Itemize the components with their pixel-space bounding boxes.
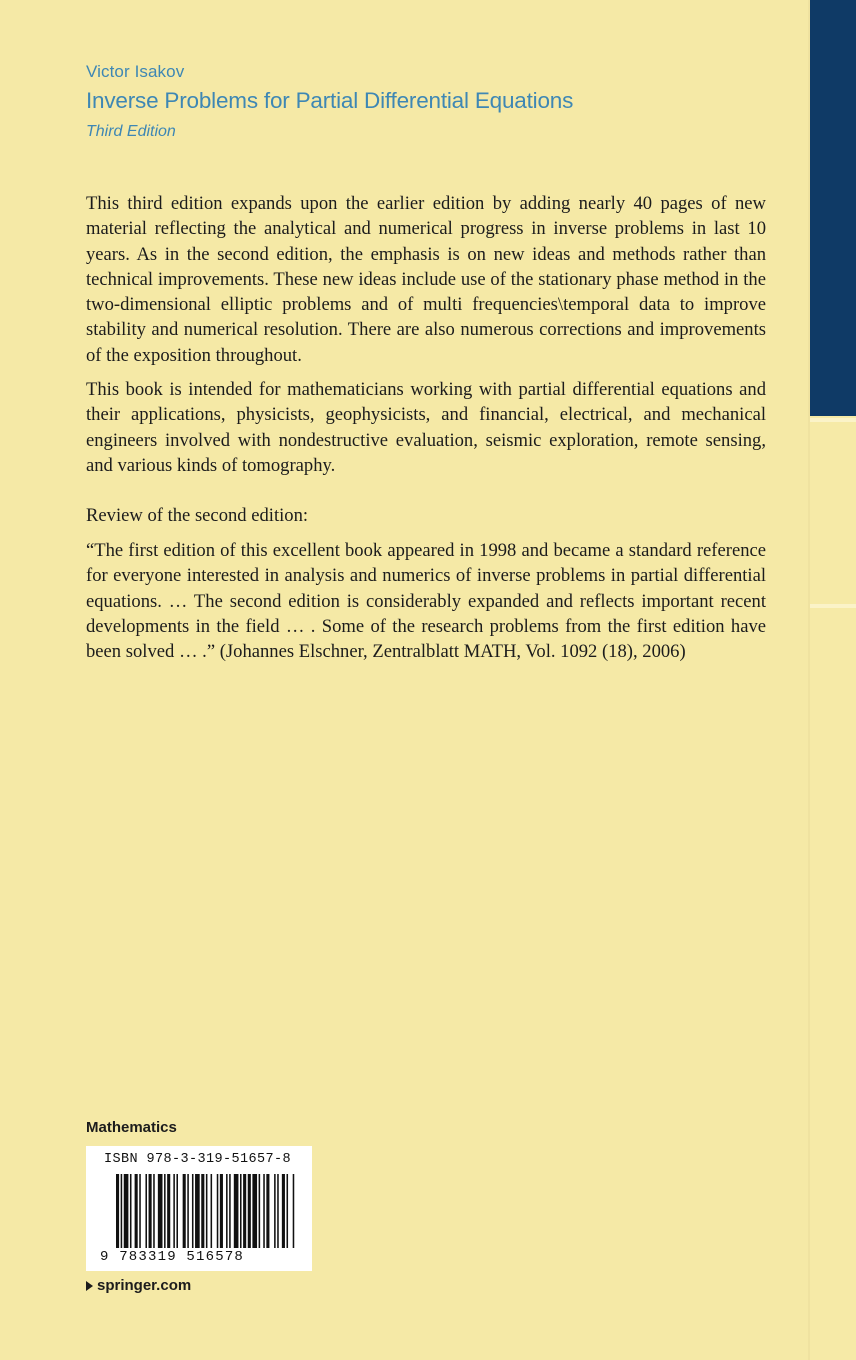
website-label: springer.com (97, 1277, 192, 1294)
barcode-bar (229, 1174, 231, 1248)
publisher-website[interactable] (86, 1277, 191, 1294)
barcode-bar (121, 1174, 123, 1248)
barcode-bar (293, 1174, 295, 1248)
barcode-digits: 9 783319 516578 (100, 1249, 245, 1265)
description-paragraph: This third edition expands upon the earlier edition by adding nearly 40 pages of new material reflecting the analytical and numerical progress in inverse problems in last 10 years. As in the second edition, the emphasis is on new ideas and methods rather than technical improvements. These new ideas include use of the stationary phase method in the two-dimensional elliptic problems and of multi frequencies\temporal data to improve stability and numerical resolution. There are also numerous corrections and improvements of the exposition throughout. (86, 193, 766, 366)
barcode-bar (149, 1174, 152, 1248)
barcode-bar (139, 1174, 141, 1248)
barcode-bar (164, 1174, 166, 1248)
review-quote: “The first edition of this excellent book appeared in 1998 and became a standard reference for everyone interested in analysis and numerics of inverse problems in partial differential equations. … The second edition is considerably expanded and reflects important recent developments in the field … . Some of the research problems from the first edition have been solved … .” (Johannes Elschner, Zentralblatt MATH, Vol. 1092 (18), 2006) (86, 540, 766, 663)
barcode-bar (116, 1174, 119, 1248)
barcode-bar (167, 1174, 170, 1248)
spine-divider (810, 418, 856, 422)
barcode-bar (211, 1174, 213, 1248)
arrow-right-icon (86, 1281, 93, 1291)
barcode-bar (240, 1174, 242, 1248)
barcode-bar (124, 1174, 129, 1248)
barcode-bar (277, 1174, 279, 1248)
barcode-bar (176, 1174, 178, 1248)
barcode-bar (201, 1174, 204, 1248)
barcode-bar (234, 1174, 239, 1248)
barcode-bar (192, 1174, 194, 1248)
spine-divider (810, 604, 856, 608)
barcode-bar (135, 1174, 138, 1248)
barcode-bar (130, 1174, 132, 1248)
barcode-bar (217, 1174, 219, 1248)
barcode-bar (259, 1174, 261, 1248)
edition-label: Third Edition (86, 123, 176, 140)
barcode-bar (173, 1174, 175, 1248)
barcode-bar (153, 1174, 155, 1248)
barcode-bar (274, 1174, 276, 1248)
barcode-bar (183, 1174, 186, 1248)
barcode-bar (187, 1174, 189, 1248)
barcode-bar (266, 1174, 269, 1248)
barcode-bar (206, 1174, 208, 1248)
barcode-bar (248, 1174, 251, 1248)
barcode-bar (226, 1174, 228, 1248)
barcode-bar (158, 1174, 163, 1248)
spine-color-block (810, 0, 856, 416)
barcode-bar (243, 1174, 246, 1248)
subject-category: Mathematics (86, 1119, 177, 1136)
audience-paragraph: This book is intended for mathematicians working with partial differential equations and their applications, physicists, geophysicists, and financial, electrical, and mechanical engineers involved with nondestructive evaluation, seismic exploration, remote sensing, and various kinds of tomography. (86, 379, 766, 476)
isbn-barcode (86, 1146, 312, 1271)
barcode-bar (252, 1174, 257, 1248)
barcode-bar (220, 1174, 223, 1248)
isbn-label: ISBN 978-3-319-51657-8 (104, 1152, 292, 1167)
author-name: Victor Isakov (86, 62, 185, 81)
book-title: Inverse Problems for Partial Differential Equations (86, 88, 574, 113)
barcode-bar (195, 1174, 200, 1248)
review-heading: Review of the second edition: (86, 505, 309, 526)
barcode-bar (282, 1174, 285, 1248)
barcode-bar (145, 1174, 147, 1248)
barcode-bar (287, 1174, 289, 1248)
barcode-bar (263, 1174, 265, 1248)
